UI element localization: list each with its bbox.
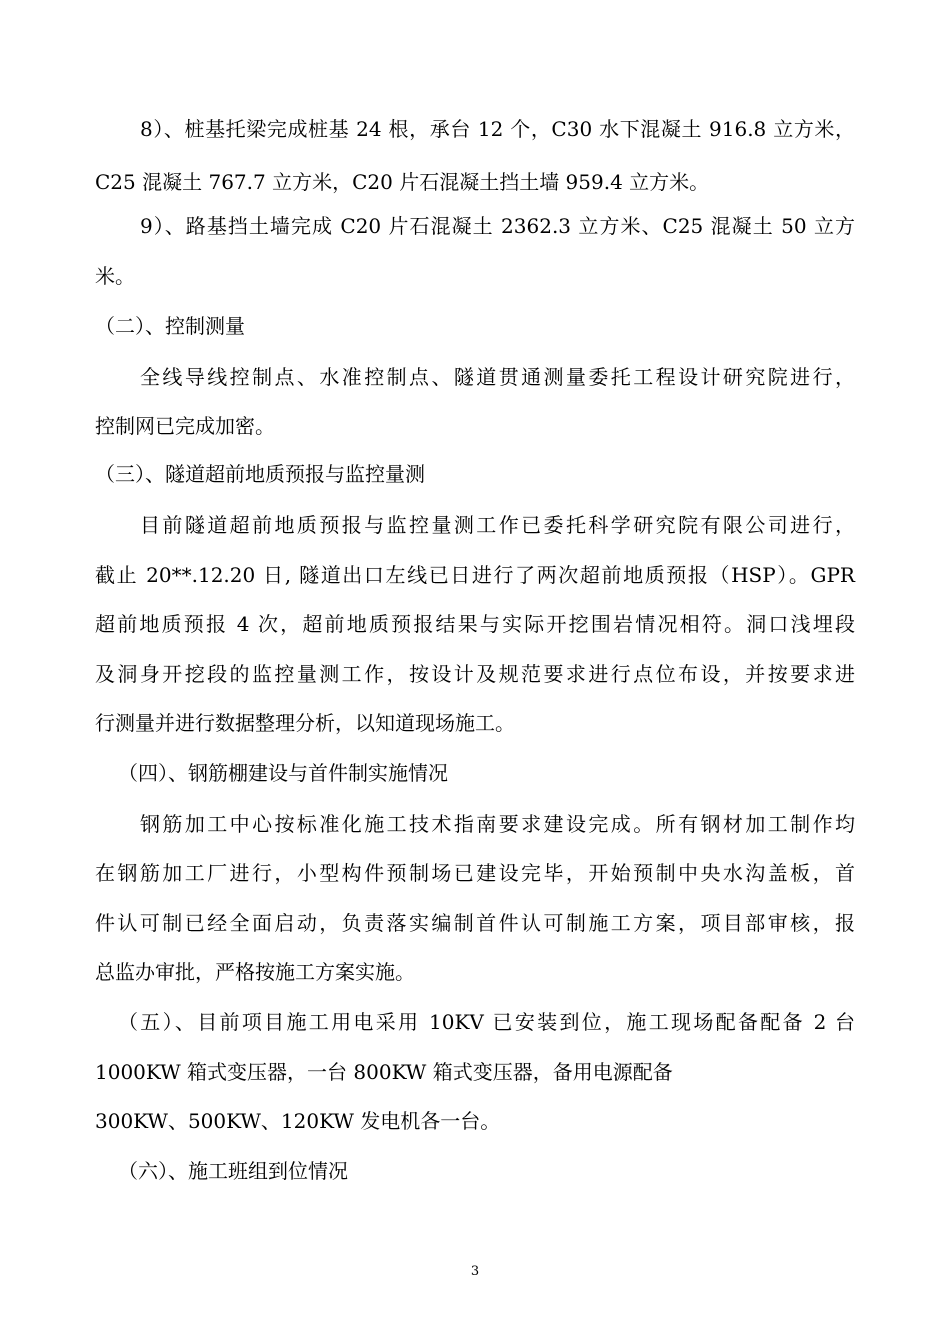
text-line-3: 9）、路基挡土墙完成 C20 片石混凝土 2362.3 立方米、C25 混凝土 50 立方 <box>140 214 855 238</box>
text-line-11: 超前地质预报 4 次，超前地质预报结果与实际开挖围岩情况相符。洞口浅埋段 <box>95 612 855 636</box>
section-heading-2: （二）、控制测量 <box>95 314 245 338</box>
text-line-17: 件认可制已经全面启动，负责落实编制首件认可制施工方案，项目部审核，报 <box>95 911 855 935</box>
text-line-10: 截止 20**.12.20 日, 隧道出口左线已日进行了两次超前地质预报（HSP）。GPR <box>95 563 855 587</box>
text-line-7: 控制网已完成加密。 <box>95 414 275 438</box>
text-line-1: 8）、桩基托梁完成桩基 24 根，承台 12 个，C30 水下混凝土 916.8 立方米， <box>140 117 855 141</box>
text-line-18: 总监办审批，严格按施工方案实施。 <box>95 960 415 984</box>
text-line-2: C25 混凝土 767.7 立方米，C20 片石混凝土挡土墙 959.4 立方米。 <box>95 170 710 194</box>
text-line-16: 在钢筋加工厂进行，小型构件预制场已建设完毕，开始预制中央水沟盖板，首 <box>95 861 855 885</box>
text-line-6: 全线导线控制点、水准控制点、隧道贯通测量委托工程设计研究院进行， <box>140 365 855 389</box>
text-line-12: 及洞身开挖段的监控量测工作，按设计及规范要求进行点位布设，并按要求进 <box>95 662 855 686</box>
text-line-20: 1000KW 箱式变压器，一台 800KW 箱式变压器，备用电源配备 <box>95 1060 673 1084</box>
text-line-9: 目前隧道超前地质预报与监控量测工作已委托科学研究院有限公司进行， <box>140 513 855 537</box>
text-line-15: 钢筋加工中心按标准化施工技术指南要求建设完成。所有钢材加工制作均 <box>140 812 855 836</box>
page-number: 3 <box>470 1264 480 1279</box>
text-line-13: 行测量并进行数据整理分析，以知道现场施工。 <box>95 711 515 735</box>
section-heading-3: （三）、隧道超前地质预报与监控量测 <box>95 462 425 486</box>
section-heading-5: （五）、目前项目施工用电采用 10KV 已安装到位，施工现场配备配备 2 台 <box>118 1010 855 1034</box>
section-heading-4: （四）、钢筋棚建设与首件制实施情况 <box>118 761 448 785</box>
section-heading-6: （六）、施工班组到位情况 <box>118 1159 348 1183</box>
text-line-4: 米。 <box>95 264 135 288</box>
text-line-21: 300KW、500KW、120KW 发电机各一台。 <box>95 1109 501 1133</box>
